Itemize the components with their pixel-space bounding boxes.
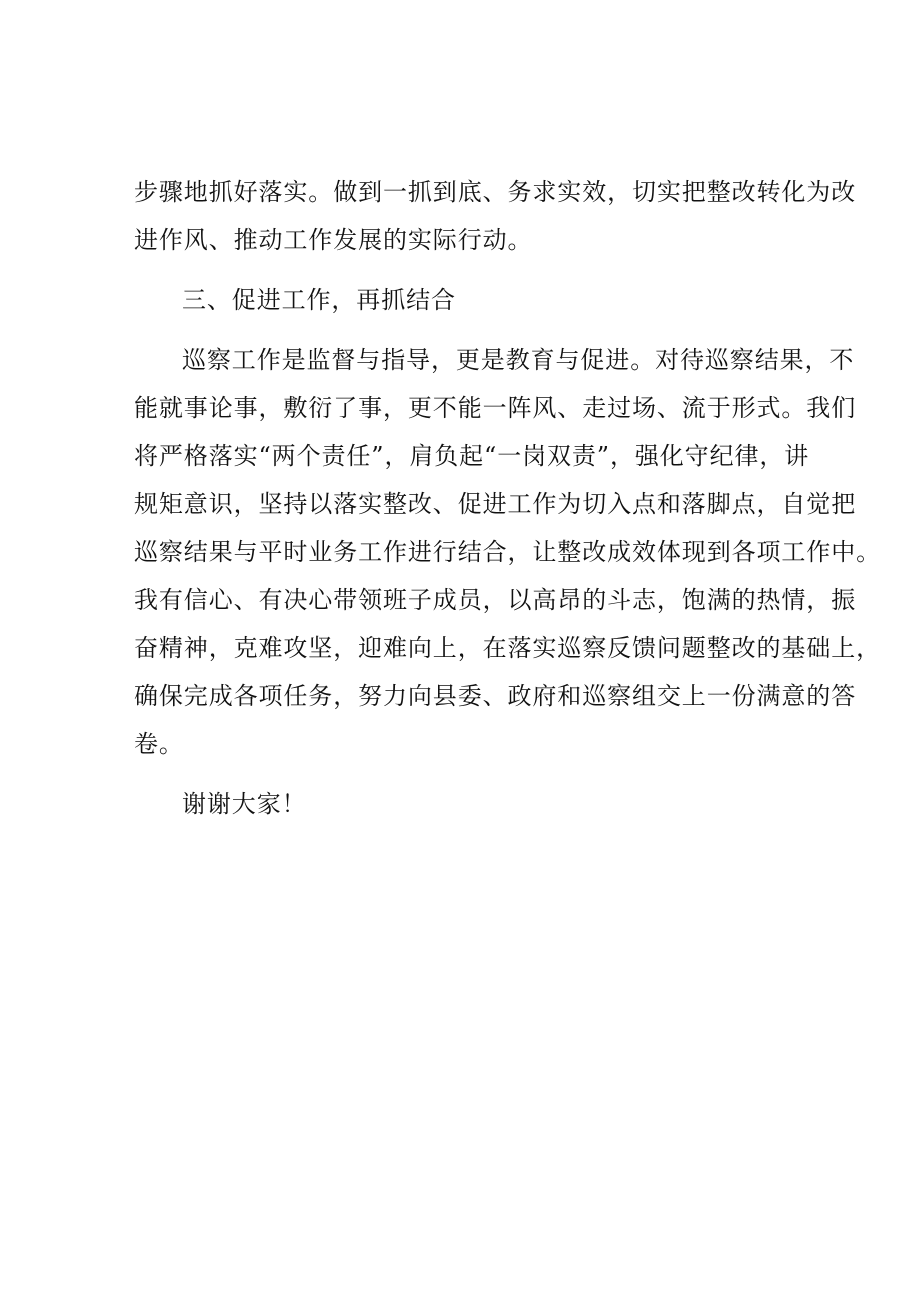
text-line: 规矩意识，坚持以落实整改、促进工作为切入点和落脚点，自觉把 <box>134 490 857 518</box>
text-line: 卷。 <box>134 730 184 758</box>
text-line: 巡察结果与平时业务工作进行结合，让整改成效体现到各项工作中。 <box>134 538 881 566</box>
text-line: 巡察工作是监督与指导，更是教育与促进。对待巡察结果，不 <box>182 346 855 374</box>
paragraph-body <box>134 336 881 768</box>
closing-text: 谢谢大家！ <box>182 790 307 818</box>
text-line: 确保完成各项任务，努力向县委、政府和巡察组交上一份满意的答 <box>134 682 857 710</box>
text-line: 步骤地抓好落实。做到一抓到底、务求实效，切实把整改转化为改 <box>134 178 857 206</box>
document-body <box>134 168 881 828</box>
section-heading <box>134 276 806 324</box>
paragraph-spacer <box>134 768 806 780</box>
paragraph-spacer <box>134 324 806 336</box>
text-line: 进作风、推动工作发展的实际行动。 <box>134 226 533 254</box>
heading-text: 三、促进工作，再抓结合 <box>182 286 456 314</box>
paragraph-continuation <box>134 168 857 264</box>
closing-paragraph <box>134 780 806 828</box>
text-line: 将严格落实“两个责任”，肩负起“一岗双责”，强化守纪律，讲 <box>134 442 810 470</box>
text-line: 能就事论事，敷衍了事，更不能一阵风、走过场、流于形式。我们 <box>134 394 857 422</box>
text-line: 奋精神，克难攻坚，迎难向上，在落实巡察反馈问题整改的基础上， <box>134 634 881 662</box>
paragraph-spacer <box>134 264 806 276</box>
text-line: 我有信心、有决心带领班子成员，以高昂的斗志，饱满的热情，振 <box>134 586 857 614</box>
